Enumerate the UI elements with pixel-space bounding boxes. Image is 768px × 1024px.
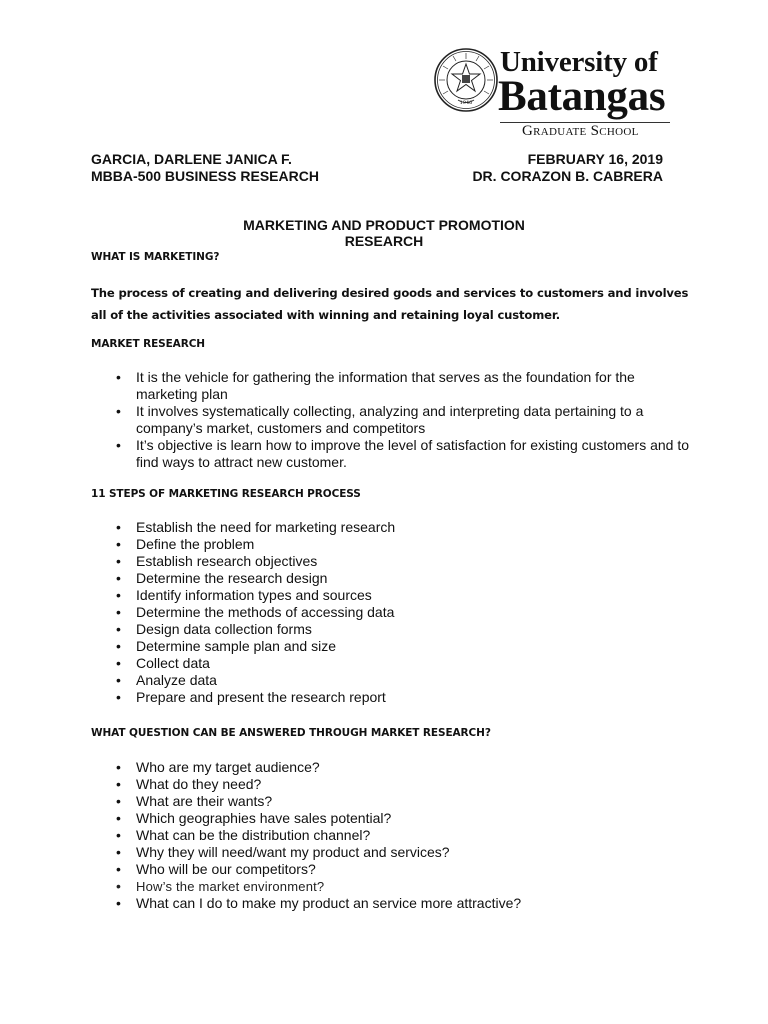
seal-year: 1946	[459, 100, 473, 106]
title-line2: RESEARCH	[344, 233, 424, 249]
list-item	[91, 621, 691, 638]
list-item-text: Prepare and present the research report	[136, 689, 386, 705]
graduate-school-label	[522, 122, 639, 140]
list-item-text: Establish research objectives	[136, 553, 318, 569]
list-item	[91, 810, 691, 827]
bullet-icon: •	[116, 437, 121, 453]
heading-what-is-marketing: WHAT IS MARKETING?	[91, 251, 220, 263]
bullet-icon: •	[116, 776, 121, 792]
bullet-icon: •	[116, 519, 121, 535]
heading-research-questions: WHAT QUESTION CAN BE ANSWERED THROUGH MARKET RESEARCH?	[91, 727, 491, 739]
list-item-text: Determine the research design	[136, 570, 328, 586]
bullet-icon: •	[116, 604, 121, 620]
list-item-text: What do they need?	[136, 776, 262, 792]
bullet-icon: •	[116, 638, 121, 654]
list-item-text: Determine sample plan and size	[136, 638, 336, 654]
bullet-icon: •	[116, 689, 121, 705]
list-item-text: How’s the market environment?	[136, 879, 325, 894]
bullet-icon: •	[116, 827, 121, 843]
list-item	[91, 672, 691, 689]
market-research-list	[91, 369, 691, 471]
list-item	[91, 604, 691, 621]
list-item-text: Why they will need/want my product and services?	[136, 844, 450, 860]
bullet-icon: •	[116, 553, 121, 569]
bullet-icon: •	[116, 810, 121, 826]
bullet-icon: •	[116, 878, 122, 894]
bullet-icon: •	[116, 536, 121, 552]
list-item	[91, 655, 691, 672]
bullet-icon: •	[116, 861, 121, 877]
date-instructor-info	[472, 151, 663, 185]
university-name-line2: Batangas	[498, 73, 666, 120]
list-item-text: Define the problem	[136, 536, 255, 552]
instructor-name: DR. CORAZON B. CABRERA	[472, 168, 663, 184]
list-item-text: Design data collection forms	[136, 621, 312, 637]
research-steps-list	[91, 519, 691, 706]
bullet-icon: •	[116, 759, 121, 775]
bullet-icon: •	[116, 793, 121, 809]
heading-research-steps: 11 STEPS OF MARKETING RESEARCH PROCESS	[91, 488, 361, 500]
research-questions-list	[91, 759, 691, 912]
university-seal-icon	[434, 48, 498, 112]
list-item	[91, 519, 691, 536]
list-item	[91, 844, 691, 861]
list-item	[91, 536, 691, 553]
list-item-text: What can I do to make my product an service more attractive?	[136, 895, 522, 911]
list-item-text: Determine the methods of accessing data	[136, 604, 395, 620]
list-item	[91, 587, 691, 604]
graduate-school-text: Graduate School	[522, 123, 639, 139]
list-item-text: Who are my target audience?	[136, 759, 320, 775]
list-item	[91, 878, 691, 895]
list-item-text: Which geographies have sales potential?	[136, 810, 392, 826]
list-item	[91, 759, 691, 776]
list-item-text: Who will be our competitors?	[136, 861, 316, 877]
bullet-icon: •	[116, 403, 121, 419]
marketing-definition: The process of creating and delivering desired goods and services to customers and involves all of the activities associated with winning and retaining loyal customer.	[91, 286, 689, 322]
list-item-text: What are their wants?	[136, 793, 273, 809]
bullet-icon: •	[116, 621, 121, 637]
heading-market-research: MARKET RESEARCH	[91, 338, 205, 350]
list-item	[91, 776, 691, 793]
list-item	[91, 369, 691, 403]
university-name-line1: University of	[500, 46, 658, 78]
list-item	[91, 861, 691, 878]
submission-date: FEBRUARY 16, 2019	[527, 151, 663, 167]
course-code: MBBA-500 BUSINESS RESEARCH	[91, 168, 319, 184]
bullet-icon: •	[116, 655, 121, 671]
list-item-text: Identify information types and sources	[136, 587, 372, 603]
bullet-icon: •	[116, 570, 121, 586]
list-item	[91, 403, 691, 437]
list-item	[91, 827, 691, 844]
bullet-icon: •	[116, 587, 121, 603]
title-line1: MARKETING AND PRODUCT PROMOTION	[243, 217, 525, 233]
list-item	[91, 553, 691, 570]
university-logo	[434, 44, 670, 140]
list-item-text: It’s objective is learn how to improve the level of satisfaction for existing customers and to find ways to attract new customer.	[136, 437, 690, 470]
list-item-text: What can be the distribution channel?	[136, 827, 371, 843]
list-item-text: Establish the need for marketing research	[136, 519, 396, 535]
bullet-icon: •	[116, 369, 121, 385]
bullet-icon: •	[116, 844, 121, 860]
list-item-text: It involves systematically collecting, analyzing and interpreting data pertaining to a company’s market, customers and competitors	[136, 403, 644, 436]
list-item-text: It is the vehicle for gathering the information that serves as the foundation for the marketing plan	[136, 369, 635, 402]
document-title	[0, 217, 768, 249]
list-item	[91, 638, 691, 655]
list-item	[91, 437, 691, 471]
list-item	[91, 570, 691, 587]
bullet-icon: •	[116, 895, 121, 911]
list-item	[91, 793, 691, 810]
list-item-text: Collect data	[136, 655, 210, 671]
student-info	[91, 151, 319, 185]
list-item-text: Analyze data	[136, 672, 217, 688]
student-name: GARCIA, DARLENE JANICA F.	[91, 151, 292, 167]
bullet-icon: •	[116, 672, 121, 688]
list-item	[91, 689, 691, 706]
list-item	[91, 895, 691, 912]
